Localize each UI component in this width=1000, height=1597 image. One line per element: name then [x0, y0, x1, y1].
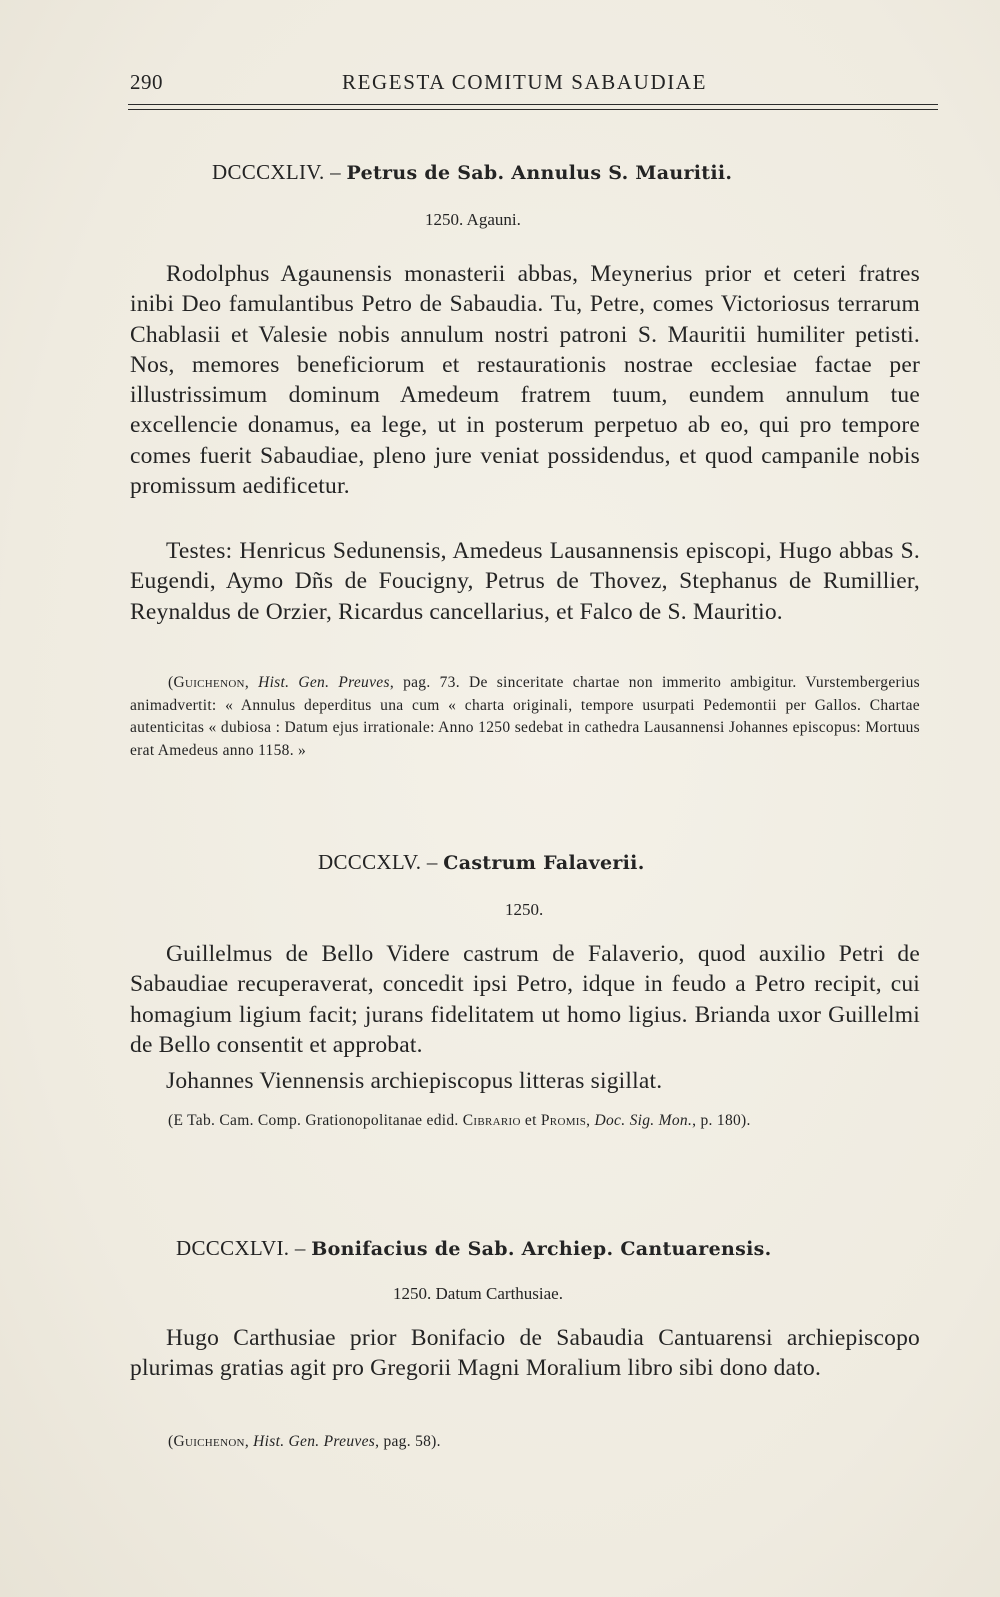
- page-number: 290: [130, 70, 163, 94]
- source-note: (Guichenon, Hist. Gen. Preuves, pag. 58).: [168, 1433, 441, 1450]
- header-rule-secondary: [128, 109, 938, 110]
- header-rule: [128, 104, 938, 105]
- entry-paragraph: [130, 939, 920, 1060]
- source-note: (E Tab. Cam. Comp. Grationopolitanae edid. Cibrario et Promis, Doc. Sig. Mon., p. 180).: [168, 1112, 751, 1129]
- paragraph-text: Guillelmus de Bello Videre castrum de Falaverio, quod auxilio Petri de Sabaudiae recuperaverat, concedit ipsi Petro, idque in feudo a Petro recipit, cui homagium ligium facit; jurans fidelitatem ut homo ligius. Brianda uxor Guillelmi de Bello consentit et approbat.: [130, 941, 920, 1058]
- note-prefix: (E Tab. Cam. Comp. Grationopolitanae edid.: [168, 1112, 463, 1129]
- entry-number: DCCCXLV. –: [318, 850, 438, 874]
- entry-date: 1250. Datum Carthusiae.: [393, 1284, 563, 1303]
- source-note: (Guichenon, Hist. Gen. Preuves, pag. 73. De sinceritate chartae non immerito ambigitur. Vurstembergerius animadvertit: « Annulus deperditus una cum « charta originali, tempore usurpati Pedemontii per Gallos. Chartae autenticitas « dubiosa : Datum ejus irrationale: Anno 1250 sedebat in cathedra Lausannensi Johannes episcopus: Mortuus erat Amedeus anno 1158. »: [130, 674, 920, 759]
- note-work: Doc. Sig. Mon.: [594, 1112, 693, 1129]
- entry-number: DCCCXLIV. –: [212, 160, 341, 184]
- note-editor: Promis: [540, 1112, 587, 1129]
- entry-paragraph: [130, 1323, 920, 1384]
- page-header: [130, 70, 930, 102]
- note-editor: Cibrario: [462, 1112, 521, 1129]
- entry-title: Bonifacius de Sab. Archiep. Cantuarensis.: [311, 1238, 772, 1260]
- entry-heading: [318, 850, 645, 875]
- note-text: , pag. 58).: [375, 1433, 441, 1450]
- note-joiner: et: [520, 1112, 541, 1129]
- entry-heading: [176, 1236, 772, 1261]
- note-suffix: , p. 180).: [692, 1112, 751, 1129]
- entry-number: DCCCXLVI. –: [176, 1236, 306, 1260]
- paragraph-text: Johannes Viennensis archiepiscopus litteras sigillat.: [166, 1068, 663, 1094]
- paragraph-text: Rodolphus Agaunensis monasterii abbas, Meynerius prior et ceteri fratres inibi Deo famulantibus Petro de Sabaudia. Tu, Petre, comes Victoriosus terrarum Chablasii et Valesie nobis annulum nostri patroni S. Mauritii humiliter petisti. Nos, memores beneficiorum et restaurationis nostrae ecclesiae factae per illustrissimum dominum Amedeum fratrem tuum, eundem annulum tue excellencie donamus, ea lege, ut in posterum perpetuo ab eo, qui pro tempore comes fuerit Sabaudiae, pleno jure veniat possidendus, et quod campanile nobis promissum aedificetur.: [130, 261, 920, 500]
- running-title: REGESTA COMITUM SABAUDIAE: [342, 70, 707, 94]
- entry-date: 1250.: [505, 900, 544, 919]
- entry-witnesses: [130, 536, 920, 627]
- paragraph-text: Hugo Carthusiae prior Bonifacio de Sabaudia Cantuarensi archiepiscopo plurimas gratias agit pro Gregorii Magni Moralium libro sibi dono dato.: [130, 1325, 920, 1382]
- note-work: Hist. Gen. Preuves: [258, 674, 390, 691]
- entry-date: 1250. Agauni.: [425, 210, 521, 229]
- note-text: , pag. 73. De sinceritate chartae non immerito ambigitur. Vurstembergerius animadvertit: « Annulus deperditus una cum « charta originali, tempore usurpati Pedemontii per Gallos. Chartae autenticitas « dubiosa : Datum ejus irrationale: Anno 1250 sedebat in cathedra Lausannensi Johannes episcopus: Mortuus erat Amedeus anno 1158. »: [130, 674, 920, 759]
- entry-paragraph: [130, 1066, 920, 1096]
- entry-paragraph: [130, 259, 920, 501]
- entry-title: Petrus de Sab. Annulus S. Mauritii.: [346, 162, 733, 184]
- paragraph-text: Testes: Henricus Sedunensis, Amedeus Lausannensis episcopi, Hugo abbas S. Eugendi, Aymo Dñs de Foucigny, Petrus de Thovez, Stephanus de Rumillier, Reynaldus de Orzier, Ricardus cancellarius, et Falco de S. Mauritio.: [130, 538, 920, 625]
- entry-heading: [212, 160, 732, 185]
- entry-title: Castrum Falaverii.: [443, 852, 645, 874]
- note-work: Hist. Gen. Preuves: [253, 1433, 376, 1450]
- note-author: Guichenon: [173, 1433, 245, 1450]
- note-author: Guichenon: [173, 674, 245, 691]
